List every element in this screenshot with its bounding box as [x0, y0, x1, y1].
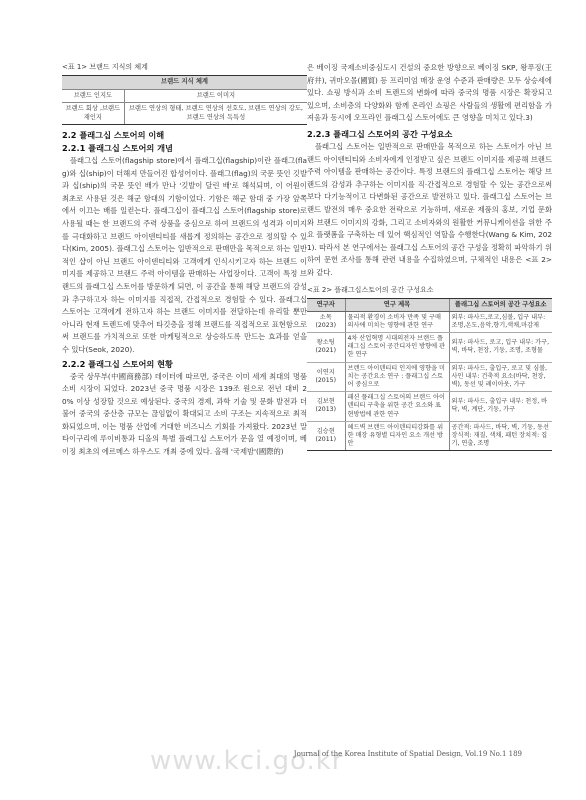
space-components-table	[307, 298, 552, 452]
row-author: 김보현 (2013)	[307, 392, 345, 422]
brand-knowledge-table	[62, 75, 307, 125]
table-row	[307, 421, 552, 451]
row-title: 4차 산업혁명 시대의전자 브랜드 플래그십 스토어 공간디자인 방향에 관한 연구	[345, 333, 449, 363]
page-footer: Journal of the Korea Institute of Spatial Design, Vol.19 No.1 189	[293, 750, 522, 758]
row-author: 소목 (2023)	[307, 311, 345, 332]
table1-cell-awareness: 브랜드 회상 ,브랜드 재인지	[62, 103, 124, 125]
row-elements: 공간적: 파사드, 바닥, 벽, 기둥, 동선 장식적: 재질, 색채, 패턴 장치적: 집기, 연출, 조명	[449, 421, 552, 451]
row-title: 물리적 환경이 소비자 만족 및 구매의사에 미치는 영향에 관한 연구	[345, 311, 449, 332]
row-elements: 외부: 파사드, 출입구, 로고 및 심볼, 사인 내부: 건축적 요소(바닥, 천장, 벽), 동선 및 레이아웃, 가구	[449, 362, 552, 392]
row-elements: 외부: 파사드,로고,심볼, 입구 내부: 조명,온도,음악,향기,색채,마감재	[449, 311, 552, 332]
table-row	[307, 311, 552, 332]
row-elements: 외부: 파사드, 출입구 내부: 천정, 바닥, 벽, 계단, 기둥, 가구	[449, 392, 552, 422]
table2-header-elements: 플래그십 스토어의 공간 구성요소	[449, 298, 552, 311]
row-author: 이연지 (2015)	[307, 362, 345, 392]
table1-sub-image: 브랜드 이미지	[124, 89, 307, 103]
table-row	[307, 362, 552, 392]
table1-cell-image: 브랜드 연상의 형태, 브랜드 연상의 선호도, 브랜드 연상의 강도, 브랜드 연상의 독특성	[124, 103, 307, 125]
section-2-2-title: 2.2 플래그십 스토어의 이해	[62, 130, 165, 140]
row-elements: 외부: 파사드, 로고, 입구 내부: 가구, 벽, 바닥, 천장, 기둥, 조명, 조형물	[449, 333, 552, 363]
right-column	[307, 62, 552, 451]
table2-header-title: 연구 제목	[345, 298, 449, 311]
section-2-2-1-body: 플래그십 스토어(flagship store)에서 플래그십(flagship)이란 플래그(flag)와 십(ship)이 더해져 만들어진 합성어이다. 플래그(flag)의 국문 뜻인 깃발과 십(ship)의 국문 뜻인 배가 만나 '깃발이 달린 배'로 해석되며, 이 어원이 최초로 사용된 것은 해군 함대의 기함이었다. 기함은 해군 함대 중 가장 앞쪽에서 이끄는 배를 일컫는다. 플래그십이 플래그십 스토어(flagship store)로 사용될 때는 한 브랜드의 주력 상품을 중심으로 하여 브랜드의 성격과 이미지를 극대화하고 브랜드 아이덴티티를 새롭게 정의하는 공간으로 정의할 수 있다(Kim, 2005). 플래그십 스토어는 일반적으로 판매만을 목적으로 하는 일반적인 샵이 아닌 브랜드 아이덴티티와 고객에게 인식시키고자 하는 브랜드 이미지를 제공하고 브랜드 주력 아이템을 판매하는 사업장이다. 고객이 특정 브랜드의 플래그십 스토어를 방문하게 되면, 이 공간을 통해 해당 브랜드의 감성과 추구하고자 하는 이미지를 직접적, 간접적으로 경험할 수 있다. 플래그십 스토어는 고객에게 전하고자 하는 브랜드 이미지를 전달하는데 유리할 뿐만 아니라 현재 트렌드에 맞추어 타깃층을 정해 브랜드를 직접적으로 표현함으로써 브랜드를 가치적으로 또한 마케팅적으로 상승하도록 만드는 효과를 얻을 수 있다(Seok, 2020).	[62, 156, 307, 354]
row-author: 왕소팅 (2021)	[307, 333, 345, 363]
table2-header-author: 연구자	[307, 298, 345, 311]
section-2-2-2-body: 중국 상무부(中國商務部) 데이터에 따르면, 중국은 이미 세계 최대의 명품 소비 시장이 되었다. 2023년 중국 명품 시장은 139조 원으로 전년 대비 20% 이상 성장할 것으로 예상된다. 중국의 경제, 과학 기술 및 문화 발전과 더불어 중국의 중산층 규모는 끊임없이 확대되고 소비 구조는 지속적으로 최적화되었으며, 이는 명품 산업에 거대한 비즈니스 기회를 가져왔다. 2023년 말 타이구리에 루이비통과 디올의 특별 플래그십 스토어가 문을 열 예정이며, 베이징 최초의 에르메스 하우스도 개최 중에 있다. 올해 '국제밤'(國際的)	[62, 371, 307, 457]
watermark: www.kci.go.kr	[150, 746, 344, 776]
table1-sub-awareness: 브랜드 인지도	[62, 89, 124, 103]
table1-header: 브랜드 지식 체계	[62, 76, 307, 90]
section-2-2-3-body: 플래그십 스토어는 일반적으로 판매만을 목적으로 하는 스토어가 아닌 브랜드 아이덴티티와 소비자에게 인정받고 싶은 브랜드 이미지를 제공해 브랜드 주력 아이템을 판매하는 공간이다. 특정 브랜드의 플래그십 스토어는 해당 브랜드의 감성과 추구하는 이미지를 직·간접적으로 경험할 수 있는 공간으로써 보다 다기능적이고 다변화된 공간으로 발전하고 있다. 플래그십 스토어는 브랜드 발전의 매우 중요한 전략으로 기능하며, 새로운 제품의 홍보, 기업 문화와 브랜드 이미지의 강화, 그리고 소비자와의 원활한 커뮤니케이션을 위한 주요 플랫폼을 구축하는 데 있어 핵심적인 역할을 수행한다(Wang & Kim, 2021). 따라서 본 연구에서는 플래그십 스토어의 공간 구성을 정확히 파악하기 위하여 문헌 조사를 통해 관련 내용을 수집하였으며, 구체적인 내용은 <표 2>와 같다.	[307, 141, 552, 277]
section-2-2-1-title: 2.2.1 플래그십 스토어의 개념	[62, 143, 173, 153]
left-column	[62, 62, 307, 459]
row-author: 김승현 (2011)	[307, 421, 345, 451]
row-title: 헤드벽 브랜드 아이덴티티강화를 위한 매장 유형별 디자인 요소 개선 방안	[345, 421, 449, 451]
table2-caption: <표 2> 플래그십스토어의 공간 구성요소	[307, 285, 434, 294]
table1-caption: <표 1> 브랜드 지식의 체계	[62, 63, 148, 71]
row-title: 브랜드 아이덴티티 인지에 영향을 미치는 공간요소 연구 : 플래그십 스토어 중심으로	[345, 362, 449, 392]
section-2-2-2-title: 2.2.2 플래그십 스토어의 현황	[62, 358, 173, 369]
row-title: 패션 플래그십 스토어의 브랜드 아이덴티티 구축을 위한 공간 요소와 표현방법에 관한 연구	[345, 392, 449, 422]
table-row	[307, 392, 552, 422]
section-2-2-2-body-cont: 은 베이징 국제소비중심도시 건설의 중요한 방향으로 베이징 SKP, 왕푸징(王府井), 귀마오몰(國貿) 등 프리미엄 매장 운영 수준과 판매량은 모두 상승세에 있다. 쇼핑 방식과 소비 트렌드의 변화에 따라 중국의 명품 시장은 확장되고 있으며, 소비층의 다양화와 함께 온라인 쇼핑은 사람들의 생활에 편리함을 가져옴과 동시에 오프라인 플래그십 스토어에도 큰 영향을 미치고 있다.3)	[307, 63, 552, 123]
table-row	[307, 333, 552, 363]
section-2-2-3-title: 2.2.3 플래그십 스토어의 공간 구성요소	[307, 128, 453, 139]
